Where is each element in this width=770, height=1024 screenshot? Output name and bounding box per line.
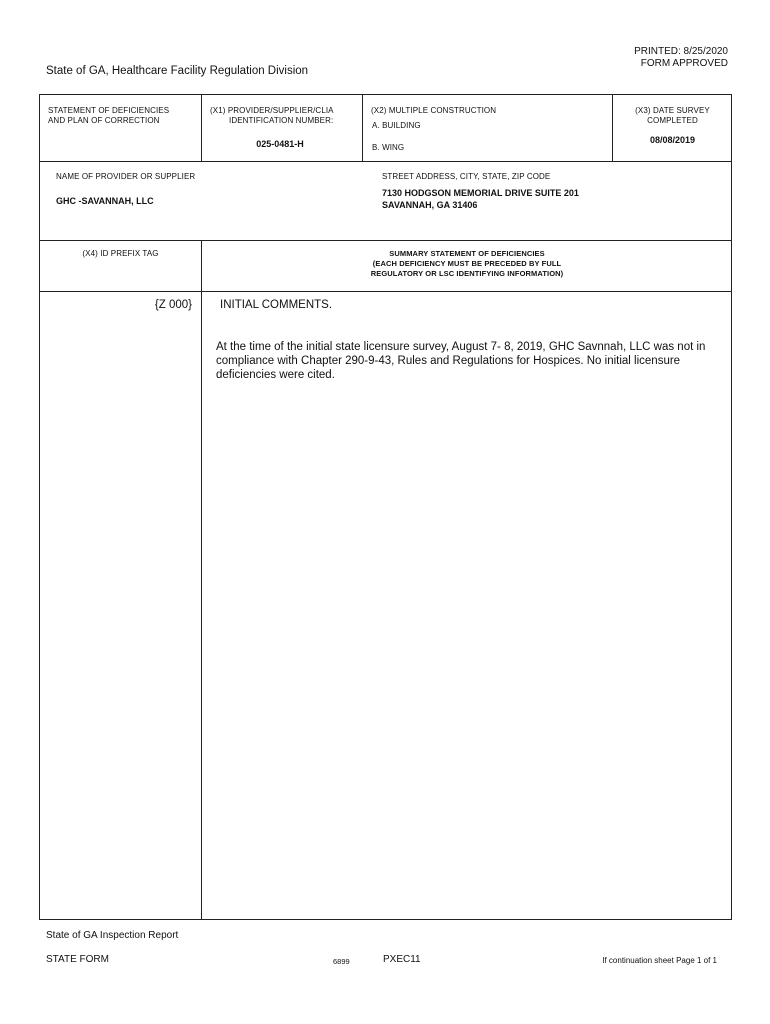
divider-col-x3 [612, 94, 613, 161]
provider-id: 025-0481-H [256, 139, 304, 149]
x2-label: (X2) MULTIPLE CONSTRUCTION [371, 106, 497, 115]
summary-statement-label: SUMMARY STATEMENT OF DEFICIENCIES (EACH DEFICIENCY MUST BE PRECEDED BY FULL REGULATORY OR LSC IDENTIFYING INFORMATION) [370, 249, 564, 278]
x1-label: (X1) PROVIDER/SUPPLIER/CLIA IDENTIFICATION NUMBER: [210, 106, 334, 125]
building-label: A. BUILDING [372, 121, 421, 130]
provider-name-label: NAME OF PROVIDER OR SUPPLIER [56, 172, 196, 181]
form-frame [39, 94, 732, 920]
event-id: PXEC11 [383, 954, 421, 965]
divider-col-tag [201, 240, 202, 920]
state-form-label: STATE FORM [46, 954, 109, 965]
agency-name: State of GA, Healthcare Facility Regulation Division [46, 65, 309, 77]
survey-date: 08/08/2019 [649, 135, 696, 145]
printed-date: PRINTED: 8/25/2020 [634, 46, 728, 57]
wing-label: B. WING [372, 143, 405, 152]
form-approved: FORM APPROVED [640, 58, 728, 69]
statement-label: STATEMENT OF DEFICIENCIES AND PLAN OF CORRECTION [48, 106, 170, 125]
address-label: STREET ADDRESS, CITY, STATE, ZIP CODE [382, 172, 551, 181]
report-name: State of GA Inspection Report [46, 930, 179, 941]
street-address: 7130 HODGSON MEMORIAL DRIVE SUITE 201 SAVANNAH, GA 31406 [382, 188, 579, 210]
divider-row1 [39, 161, 732, 162]
id-prefix-tag-label: (X4) ID PREFIX TAG [82, 249, 159, 258]
divider-col-x2 [362, 94, 363, 161]
provider-name: GHC -SAVANNAH, LLC [56, 196, 154, 206]
form-number: 6899 [333, 957, 350, 966]
comments-text: At the time of the initial state licensure survey, August 7- 8, 2019, GHC Savnnah, LLC was not in compliance with Chapter 290-9-43, Rules and Regulations for Hospices. No initial licensure deficiencies were cited. [216, 341, 706, 381]
comments-heading: INITIAL COMMENTS. [220, 299, 333, 311]
divider-row3 [39, 291, 732, 292]
divider-row2 [39, 240, 732, 241]
deficiency-tag: {Z 000} [154, 299, 192, 311]
divider-col-x1 [201, 94, 202, 161]
x3-label: (X3) DATE SURVEY COMPLETED [635, 106, 710, 125]
continuation-note: If continuation sheet Page 1 of 1 [602, 956, 717, 965]
print-info [560, 46, 728, 70]
